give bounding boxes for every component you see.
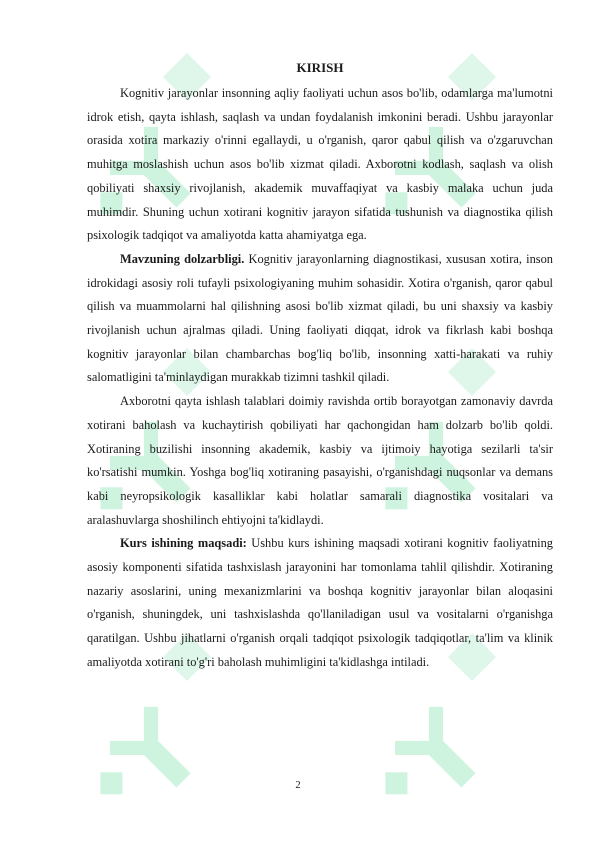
intro-paragraph-text: Kognitiv jarayonlar insonning aqliy faoliyati uchun asos bo'lib, odamlarga ma'lumotni idrok etish, qayta ishlash, saqlash va undan foydalanish imkonini beradi. Ushbu jarayonlar orasida xotira markaziy o'rinni egallaydi, u o'rganish, qaror qabul qilish va o'zgaruvchan muhitga moslashish uchun asos bo'lib xizmat qiladi. Axborotni kodlash, saqlash va olish qobiliyati shaxsiy rivojlanish, akademik muvaffaqiyat va kasbiy malaka uchun juda muhimdir. Shuning uchun xotirani kognitiv jarayon sifatida tushunish va diagnostika qilish psixologik tadqiqot va amaliyotda katta ahamiyatga ega.: [87, 86, 553, 243]
goal-paragraph-text: Ushbu kurs ishining maqsadi xotirani kognitiv faoliyatning asosiy komponenti sifatida tashxislash jarayonini har tomonlama tahlil qilishdir. Xotiraning nazariy asoslarini, uning mexanizmlarini va boshqa kognitiv jarayonlar bilan aloqasini o'rganish, shuningdek, uni tashxislashda qo'llaniladigan usul va vositalarni o'rganishga qaratilgan. Ushbu jihatlarni o'rganish orqali tadqiqot psixologik tadqiqotlar, ta'lim va klinik amaliyotda xotirani to'g'ri baholash muhimligini ta'kidlashga intiladi.: [87, 536, 553, 669]
context-paragraph-text: Axborotni qayta ishlash talablari doimiy ravishda ortib borayotgan zamonaviy davrda xotirani baholash va kuchaytirish qobiliyati har qachongidan ham dolzarb bo'lib qoldi. Xotiraning buzilishi insonning akademik, kasbiy va ijtimoiy hayotiga sezilarli ta'sir ko'rsatishi mumkin. Yoshga bog'liq xotiraning pasayishi, o'rganishdagi nuqsonlar va demans kabi neyropsikologik kasalliklar kabi holatlar samarali diagnostika vositalari va aralashuvlarga shoshilinch ehtiyojni ta'kidlaydi.: [87, 394, 553, 527]
page-number: 2: [295, 780, 301, 791]
relevance-heading: Mavzuning dolzarbligi.: [120, 251, 245, 266]
relevance-paragraph-text: Kognitiv jarayonlarning diagnostikasi, xususan xotira, inson idrokidagi asosiy roli tufayli psixologiyaning muhim sohasidir. Xotira o'rganish, qaror qabul qilish va muammolarni hal qilishning asosi bo'lib xizmat qiladi, bu uni shaxsiy va kasbiy rivojlanish uchun ajralmas qiladi. Uning faoliyati diqqat, idrok va fikrlash kabi boshqa kognitiv jarayonlar bilan chambarchas bog'liq bo'lib, insonning xatti-harakati va ruhiy salomatligini ta'minlaydigan murakkab tizimni tashkil qiladi.: [87, 251, 554, 385]
context-paragraph: [87, 390, 553, 532]
intro-paragraph: [87, 82, 553, 248]
section-title: KIRISH: [296, 60, 344, 75]
page-body: [87, 58, 553, 675]
relevance-paragraph: [87, 248, 553, 390]
goal-heading: Kurs ishining maqsadi:: [120, 536, 247, 551]
goal-paragraph: [87, 532, 553, 674]
